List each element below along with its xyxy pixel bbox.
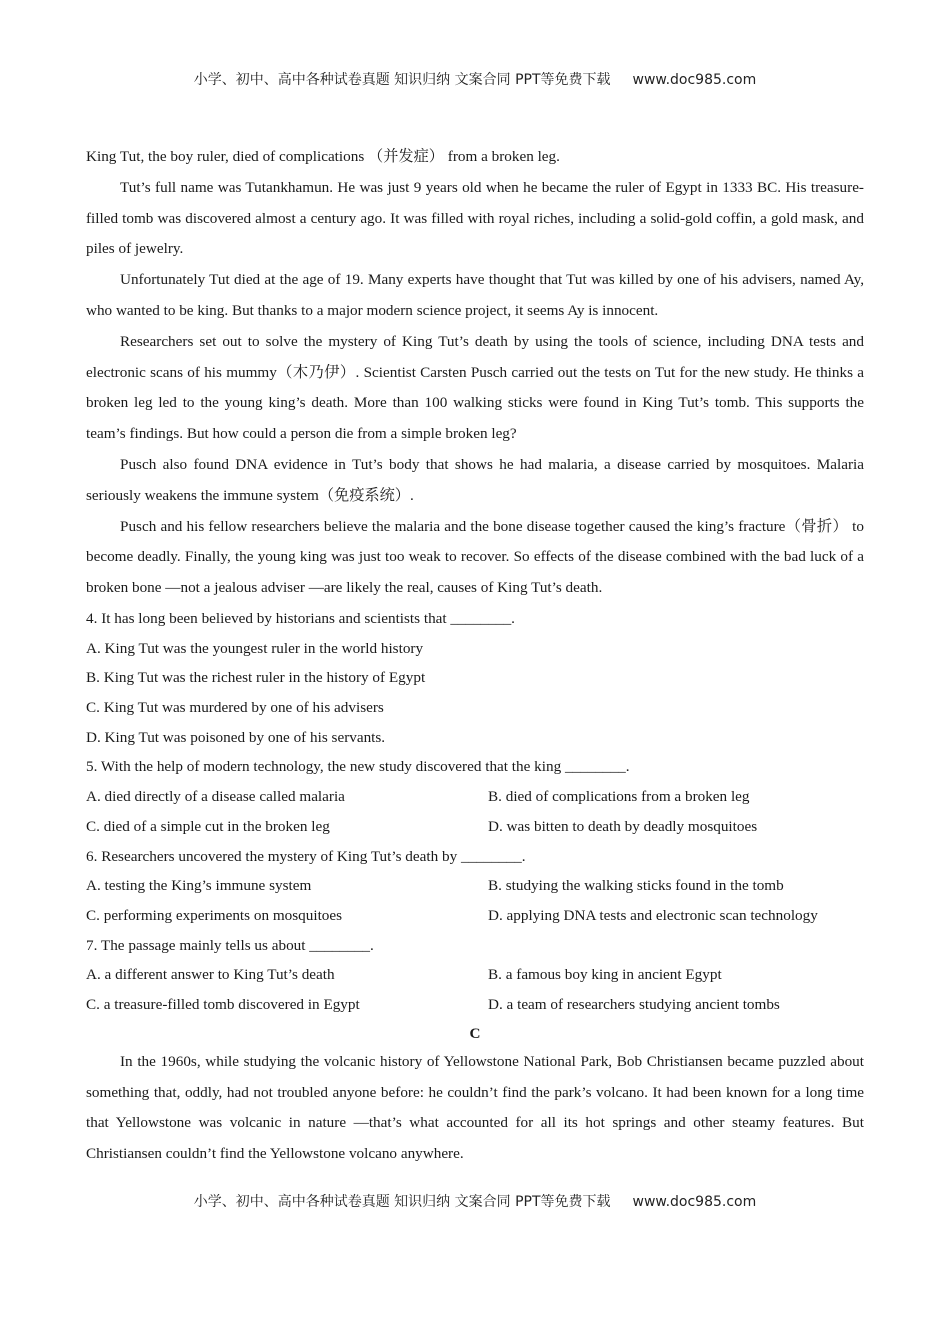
question-4-option-b: B. King Tut was the richest ruler in the history of Egypt bbox=[86, 669, 426, 687]
question-7-option-b: B. a famous boy king in ancient Egypt bbox=[488, 966, 722, 984]
section-c-paragraph-1: In the 1960s, while studying the volcanic history of Yellowstone National Park, Bob Christiansen became puzzled about something that, oddly, had not troubled anyone before: he couldn’t find the park’s volcano. It had been known for a long time that Yellowstone was volcanic in nature —that’s what accounted for all its hot springs and other steamy features. But Christiansen couldn’t find the Yellowstone volcano anywhere. bbox=[86, 1052, 864, 1163]
question-6-option-c: C. performing experiments on mosquitoes bbox=[86, 906, 343, 924]
passage-b-paragraph-4: Researchers set out to solve the mystery of King Tut’s death by using the tools of science, including DNA tests and electronic scans of his mummy（木乃伊）. Scientist Carsten Pusch carried out the tests on Tut for the new study. He thinks a broken leg led to the young king’s death. More than 100 walking sticks were found in King Tut’s tomb. This supports the team’s findings. But how could a person die from a simple broken leg? bbox=[86, 332, 864, 443]
footer-text: 小学、初中、高中各种试卷真题 知识归纳 文案合同 PPT等免费下载 bbox=[193, 1194, 611, 1210]
passage-b-paragraph-1: King Tut, the boy ruler, died of complications （并发症） from a broken leg. bbox=[86, 148, 560, 165]
question-6-option-a: A. testing the King’s immune system bbox=[86, 877, 312, 895]
question-7-stem: 7. The passage mainly tells us about ________. bbox=[86, 936, 374, 954]
header-text: 小学、初中、高中各种试卷真题 知识归纳 文案合同 PPT等免费下载 bbox=[193, 72, 611, 88]
question-5-options-row-2 bbox=[86, 812, 864, 842]
question-5-option-d: D. was bitten to death by deadly mosquitoes bbox=[488, 817, 758, 835]
question-7-option-a: A. a different answer to King Tut’s death bbox=[86, 966, 335, 984]
header-site-link[interactable]: www.doc985.com bbox=[632, 72, 757, 88]
question-6-options-row-1 bbox=[86, 871, 864, 901]
passage-b-paragraph-5: Pusch also found DNA evidence in Tut’s body that shows he had malaria, a disease carried by mosquitoes. Malaria seriously weakens the immune system（免疫系统）. bbox=[86, 455, 864, 504]
question-6-option-b: B. studying the walking sticks found in the tomb bbox=[488, 877, 784, 895]
question-7-options-row-2 bbox=[86, 990, 864, 1020]
passage-b-paragraph-3: Unfortunately Tut died at the age of 19. Many experts have thought that Tut was killed by one of his advisers, named Ay, who wanted to be king. But thanks to a major modern science project, it seems Ay is innocent. bbox=[86, 271, 864, 319]
question-6-option-d: D. applying DNA tests and electronic scan technology bbox=[488, 906, 818, 924]
question-4-option-d: D. King Tut was poisoned by one of his servants. bbox=[86, 728, 386, 746]
document-body bbox=[86, 142, 864, 1170]
question-5-option-c: C. died of a simple cut in the broken leg bbox=[86, 817, 330, 835]
question-5-option-a: A. died directly of a disease called malaria bbox=[86, 788, 345, 806]
question-4-option-a: A. King Tut was the youngest ruler in the world history bbox=[86, 639, 424, 657]
question-6-options-row-2 bbox=[86, 901, 864, 931]
section-c-heading: C bbox=[469, 1024, 481, 1042]
passage-b-paragraph-2: Tut’s full name was Tutankhamun. He was just 9 years old when he became the ruler of Egypt in 1333 BC. His treasure-filled tomb was discovered almost a century ago. It was filled with royal riches, including a solid-gold coffin, a gold mask, and piles of jewelry. bbox=[86, 178, 864, 258]
question-5-options-row-1 bbox=[86, 782, 864, 812]
page-footer bbox=[0, 1191, 950, 1211]
question-6-stem: 6. Researchers uncovered the mystery of King Tut’s death by ________. bbox=[86, 847, 526, 865]
question-4-option-c: C. King Tut was murdered by one of his advisers bbox=[86, 699, 384, 717]
question-4-stem: 4. It has long been believed by historians and scientists that ________. bbox=[86, 609, 515, 627]
question-5-stem: 5. With the help of modern technology, the new study discovered that the king ________. bbox=[86, 758, 630, 776]
page-header bbox=[0, 69, 950, 89]
question-7-option-d: D. a team of researchers studying ancient tombs bbox=[488, 996, 780, 1014]
question-7-options-row-1 bbox=[86, 960, 864, 990]
footer-site-link[interactable]: www.doc985.com bbox=[632, 1194, 757, 1210]
passage-b-paragraph-6: Pusch and his fellow researchers believe the malaria and the bone disease together caused the king’s fracture（骨折） to become deadly. Finally, the young king was just too weak to recover. So effects of the disease combined with the bad luck of a broken bone —not a jealous adviser —are likely the real, causes of King Tut’s death. bbox=[86, 517, 864, 597]
question-7-option-c: C. a treasure-filled tomb discovered in Egypt bbox=[86, 996, 360, 1014]
question-5-option-b: B. died of complications from a broken leg bbox=[488, 788, 750, 806]
